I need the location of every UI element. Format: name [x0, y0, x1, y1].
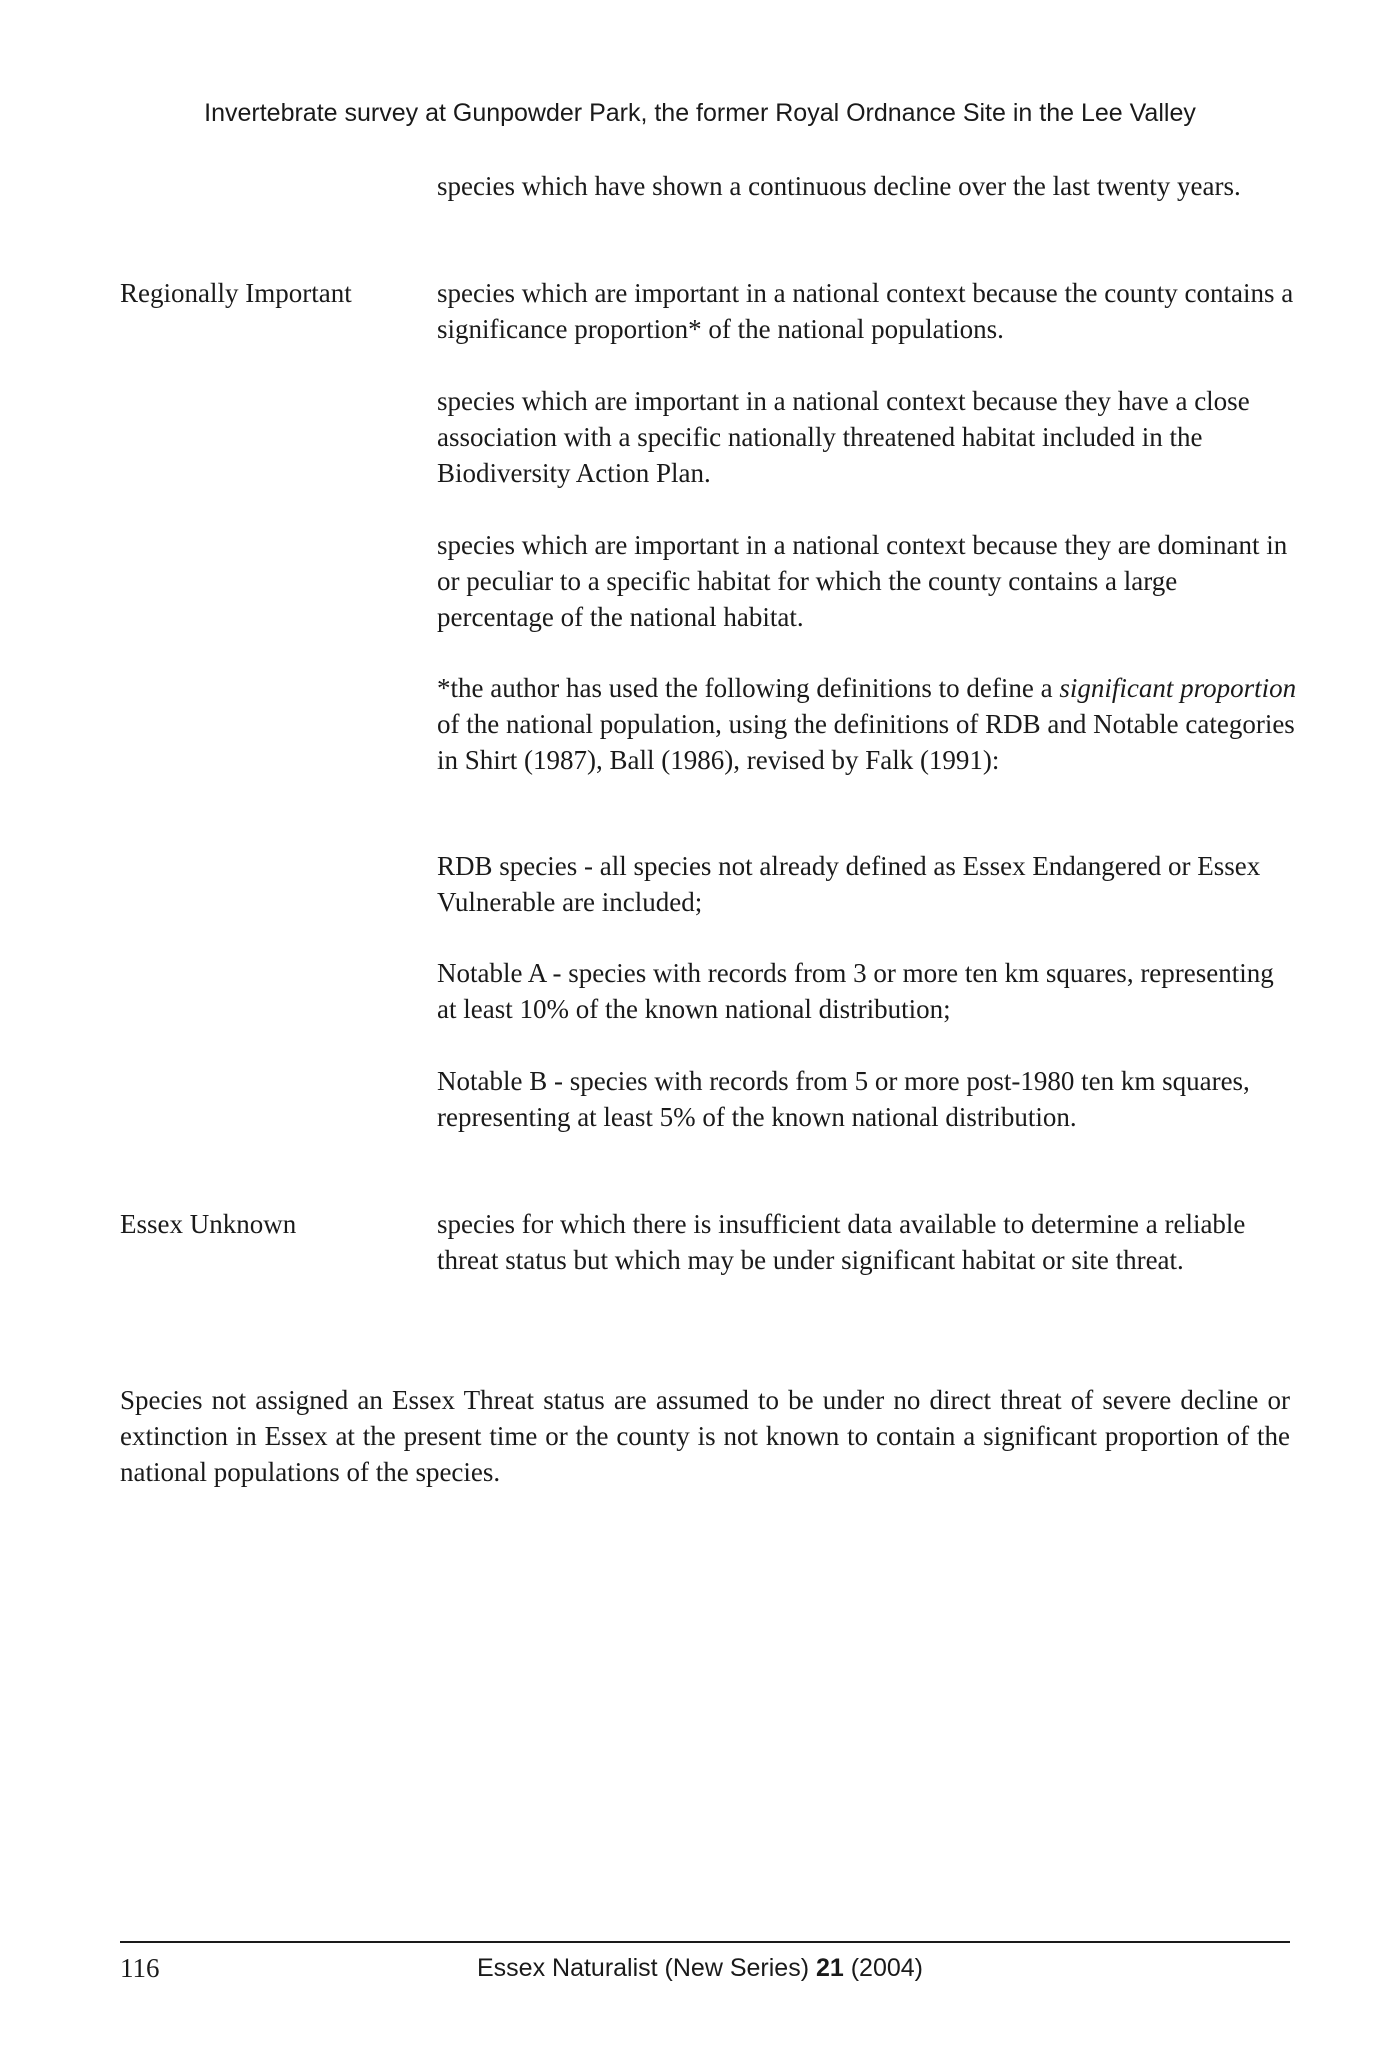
definition-paragraph: species which are important in a national context because they have a close association with a specific nationally threatened habitat included in the Biodiversity Action Plan. [437, 386, 1250, 488]
footer-rule [120, 1941, 1290, 1943]
footnote-text-start: *the author has used the following definitions to define a [437, 673, 1060, 703]
journal-year: (2004) [843, 1954, 923, 1982]
term-essex-unknown: Essex Unknown [120, 1209, 297, 1239]
footnote-italic-term: significant proportion [1059, 673, 1297, 703]
closing-paragraph: Species not assigned an Essex Threat status are assumed to be under no direct threat of severe decline or extinction in Essex at the present time or the county is not known to contain a significant proportion of the national populations of the species. [120, 1385, 1290, 1487]
term-regionally-important: Regionally Important [120, 278, 352, 308]
continuation-paragraph: species which have shown a continuous decline over the last twenty years. [437, 171, 1241, 201]
page-number: 116 [120, 1953, 160, 1983]
definition-paragraph: species which are important in a national context because the county contains a significance proportion* of the national populations. [437, 278, 1294, 344]
footnote-paragraph [437, 670, 1297, 778]
footnote-text-end: of the national population, using the definitions of RDB and Notable categories in Shirt (1987), Ball (1986), revised by Falk (1991): [437, 709, 1295, 775]
journal-name: Essex Naturalist (New Series) [476, 1954, 816, 1982]
running-header: Invertebrate survey at Gunpowder Park, the former Royal Ordnance Site in the Lee Valley [204, 99, 1196, 127]
notable-b-definition: Notable B - species with records from 5 or more post-1980 ten km squares, representing at least 5% of the known national distribution. [437, 1066, 1250, 1132]
definition-paragraph: species which are important in a national context because they are dominant in or peculiar to a specific habitat for which the county contains a large percentage of the national habitat. [437, 530, 1288, 632]
journal-volume: 21 [815, 1954, 844, 1982]
essex-unknown-definition: species for which there is insufficient data available to determine a reliable threat status but which may be under significant habitat or site threat. [437, 1209, 1246, 1275]
footer-journal-citation [0, 1952, 1400, 1984]
notable-a-definition: Notable A - species with records from 3 or more ten km squares, representing at least 10% of the known national distribution; [437, 958, 1274, 1024]
rdb-definition: RDB species - all species not already defined as Essex Endangered or Essex Vulnerable are included; [437, 851, 1261, 917]
